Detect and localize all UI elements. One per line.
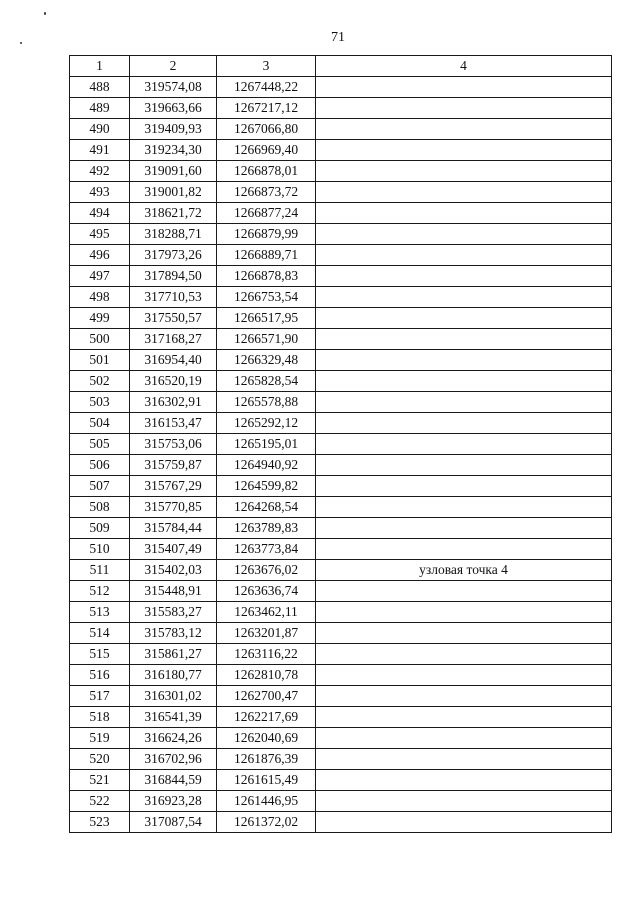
table-row (70, 434, 612, 455)
y-coordinate-cell: 1262810,78 (217, 665, 316, 686)
note-cell (316, 686, 612, 707)
point-number-cell: 494 (70, 203, 130, 224)
table-row (70, 686, 612, 707)
table-row (70, 707, 612, 728)
note-cell (316, 602, 612, 623)
y-coordinate-cell: 1266878,83 (217, 266, 316, 287)
point-number-cell: 496 (70, 245, 130, 266)
note-cell (316, 266, 612, 287)
x-coordinate-cell: 316702,96 (130, 749, 217, 770)
table-header-row (70, 56, 612, 77)
table-row (70, 455, 612, 476)
point-number-cell: 514 (70, 623, 130, 644)
note-cell (316, 119, 612, 140)
y-coordinate-cell: 1266329,48 (217, 350, 316, 371)
y-coordinate-cell: 1263636,74 (217, 581, 316, 602)
point-number-cell: 501 (70, 350, 130, 371)
y-coordinate-cell: 1264599,82 (217, 476, 316, 497)
point-number-cell: 519 (70, 728, 130, 749)
table-row (70, 602, 612, 623)
note-cell (316, 287, 612, 308)
note-cell (316, 476, 612, 497)
table-row (70, 770, 612, 791)
scan-speck (44, 12, 46, 15)
point-number-cell: 513 (70, 602, 130, 623)
y-coordinate-cell: 1266878,01 (217, 161, 316, 182)
point-number-cell: 495 (70, 224, 130, 245)
point-number-cell: 497 (70, 266, 130, 287)
note-cell (316, 581, 612, 602)
x-coordinate-cell: 318288,71 (130, 224, 217, 245)
point-number-cell: 516 (70, 665, 130, 686)
point-number-cell: 504 (70, 413, 130, 434)
table-row (70, 791, 612, 812)
table-row (70, 728, 612, 749)
x-coordinate-cell: 316302,91 (130, 392, 217, 413)
point-number-cell: 518 (70, 707, 130, 728)
x-coordinate-cell: 317087,54 (130, 812, 217, 833)
y-coordinate-cell: 1263201,87 (217, 623, 316, 644)
point-number-cell: 503 (70, 392, 130, 413)
point-number-cell: 512 (70, 581, 130, 602)
y-coordinate-cell: 1261372,02 (217, 812, 316, 833)
point-number-cell: 507 (70, 476, 130, 497)
point-number-cell: 520 (70, 749, 130, 770)
table-row (70, 245, 612, 266)
note-cell (316, 623, 612, 644)
y-coordinate-cell: 1267448,22 (217, 77, 316, 98)
note-cell (316, 539, 612, 560)
table-row (70, 224, 612, 245)
y-coordinate-cell: 1266517,95 (217, 308, 316, 329)
point-number-cell: 488 (70, 77, 130, 98)
note-cell (316, 77, 612, 98)
note-cell (316, 497, 612, 518)
note-cell (316, 329, 612, 350)
point-number-cell: 490 (70, 119, 130, 140)
header-col-2: 2 (130, 56, 217, 77)
point-number-cell: 498 (70, 287, 130, 308)
point-number-cell: 509 (70, 518, 130, 539)
x-coordinate-cell: 315583,27 (130, 602, 217, 623)
table-row (70, 518, 612, 539)
table-row (70, 161, 612, 182)
note-cell (316, 791, 612, 812)
table-row (70, 371, 612, 392)
x-coordinate-cell: 316180,77 (130, 665, 217, 686)
point-number-cell: 523 (70, 812, 130, 833)
table-row (70, 77, 612, 98)
y-coordinate-cell: 1263462,11 (217, 602, 316, 623)
table-row (70, 266, 612, 287)
x-coordinate-cell: 315770,85 (130, 497, 217, 518)
note-cell (316, 308, 612, 329)
table-row (70, 749, 612, 770)
note-cell (316, 224, 612, 245)
y-coordinate-cell: 1263789,83 (217, 518, 316, 539)
table-row (70, 140, 612, 161)
x-coordinate-cell: 316844,59 (130, 770, 217, 791)
y-coordinate-cell: 1263773,84 (217, 539, 316, 560)
table-row (70, 203, 612, 224)
note-cell (316, 182, 612, 203)
y-coordinate-cell: 1261446,95 (217, 791, 316, 812)
header-col-1: 1 (70, 56, 130, 77)
x-coordinate-cell: 315402,03 (130, 560, 217, 581)
table-row (70, 98, 612, 119)
note-cell (316, 140, 612, 161)
y-coordinate-cell: 1261876,39 (217, 749, 316, 770)
table-row (70, 581, 612, 602)
y-coordinate-cell: 1266879,99 (217, 224, 316, 245)
y-coordinate-cell: 1266889,71 (217, 245, 316, 266)
y-coordinate-cell: 1265195,01 (217, 434, 316, 455)
point-number-cell: 510 (70, 539, 130, 560)
x-coordinate-cell: 318621,72 (130, 203, 217, 224)
scan-speck (20, 42, 22, 44)
table-row (70, 287, 612, 308)
x-coordinate-cell: 315753,06 (130, 434, 217, 455)
y-coordinate-cell: 1263676,02 (217, 560, 316, 581)
x-coordinate-cell: 317973,26 (130, 245, 217, 266)
x-coordinate-cell: 317894,50 (130, 266, 217, 287)
table-row (70, 665, 612, 686)
point-number-cell: 492 (70, 161, 130, 182)
y-coordinate-cell: 1265578,88 (217, 392, 316, 413)
x-coordinate-cell: 319574,08 (130, 77, 217, 98)
y-coordinate-cell: 1262700,47 (217, 686, 316, 707)
x-coordinate-cell: 319663,66 (130, 98, 217, 119)
note-cell (316, 413, 612, 434)
coordinates-table (69, 55, 612, 833)
x-coordinate-cell: 317550,57 (130, 308, 217, 329)
table-row (70, 539, 612, 560)
note-cell (316, 434, 612, 455)
table-row (70, 476, 612, 497)
y-coordinate-cell: 1265292,12 (217, 413, 316, 434)
y-coordinate-cell: 1266877,24 (217, 203, 316, 224)
x-coordinate-cell: 319234,30 (130, 140, 217, 161)
point-number-cell: 506 (70, 455, 130, 476)
y-coordinate-cell: 1262217,69 (217, 707, 316, 728)
x-coordinate-cell: 317168,27 (130, 329, 217, 350)
table-row (70, 350, 612, 371)
point-number-cell: 505 (70, 434, 130, 455)
x-coordinate-cell: 316624,26 (130, 728, 217, 749)
note-cell (316, 518, 612, 539)
x-coordinate-cell: 316153,47 (130, 413, 217, 434)
x-coordinate-cell: 317710,53 (130, 287, 217, 308)
point-number-cell: 515 (70, 644, 130, 665)
point-number-cell: 517 (70, 686, 130, 707)
x-coordinate-cell: 315759,87 (130, 455, 217, 476)
x-coordinate-cell: 315783,12 (130, 623, 217, 644)
note-cell (316, 161, 612, 182)
table-row (70, 644, 612, 665)
note-cell (316, 749, 612, 770)
note-cell (316, 644, 612, 665)
note-cell: узловая точка 4 (316, 560, 612, 581)
table-row (70, 308, 612, 329)
point-number-cell: 502 (70, 371, 130, 392)
note-cell (316, 98, 612, 119)
y-coordinate-cell: 1264268,54 (217, 497, 316, 518)
y-coordinate-cell: 1267217,12 (217, 98, 316, 119)
point-number-cell: 511 (70, 560, 130, 581)
table-row (70, 119, 612, 140)
x-coordinate-cell: 316954,40 (130, 350, 217, 371)
table-row (70, 182, 612, 203)
note-cell (316, 728, 612, 749)
note-cell (316, 203, 612, 224)
table-row (70, 392, 612, 413)
point-number-cell: 489 (70, 98, 130, 119)
note-cell (316, 707, 612, 728)
y-coordinate-cell: 1266753,54 (217, 287, 316, 308)
y-coordinate-cell: 1266969,40 (217, 140, 316, 161)
page-number: 71 (331, 30, 345, 45)
x-coordinate-cell: 319091,60 (130, 161, 217, 182)
point-number-cell: 521 (70, 770, 130, 791)
table-row (70, 413, 612, 434)
note-cell (316, 371, 612, 392)
point-number-cell: 493 (70, 182, 130, 203)
table-row (70, 329, 612, 350)
y-coordinate-cell: 1262040,69 (217, 728, 316, 749)
x-coordinate-cell: 315767,29 (130, 476, 217, 497)
header-col-3: 3 (217, 56, 316, 77)
x-coordinate-cell: 315407,49 (130, 539, 217, 560)
y-coordinate-cell: 1264940,92 (217, 455, 316, 476)
note-cell (316, 455, 612, 476)
y-coordinate-cell: 1266571,90 (217, 329, 316, 350)
note-cell (316, 812, 612, 833)
point-number-cell: 522 (70, 791, 130, 812)
x-coordinate-cell: 319409,93 (130, 119, 217, 140)
x-coordinate-cell: 315861,27 (130, 644, 217, 665)
table-row (70, 623, 612, 644)
x-coordinate-cell: 319001,82 (130, 182, 217, 203)
y-coordinate-cell: 1263116,22 (217, 644, 316, 665)
x-coordinate-cell: 315784,44 (130, 518, 217, 539)
table-row (70, 497, 612, 518)
point-number-cell: 500 (70, 329, 130, 350)
table-row (70, 812, 612, 833)
x-coordinate-cell: 316923,28 (130, 791, 217, 812)
x-coordinate-cell: 315448,91 (130, 581, 217, 602)
note-cell (316, 245, 612, 266)
note-cell (316, 392, 612, 413)
point-number-cell: 508 (70, 497, 130, 518)
y-coordinate-cell: 1266873,72 (217, 182, 316, 203)
note-cell (316, 770, 612, 791)
y-coordinate-cell: 1265828,54 (217, 371, 316, 392)
x-coordinate-cell: 316301,02 (130, 686, 217, 707)
y-coordinate-cell: 1267066,80 (217, 119, 316, 140)
point-number-cell: 491 (70, 140, 130, 161)
header-col-4: 4 (316, 56, 612, 77)
y-coordinate-cell: 1261615,49 (217, 770, 316, 791)
x-coordinate-cell: 316520,19 (130, 371, 217, 392)
x-coordinate-cell: 316541,39 (130, 707, 217, 728)
table-row (70, 560, 612, 581)
note-cell (316, 350, 612, 371)
note-cell (316, 665, 612, 686)
point-number-cell: 499 (70, 308, 130, 329)
